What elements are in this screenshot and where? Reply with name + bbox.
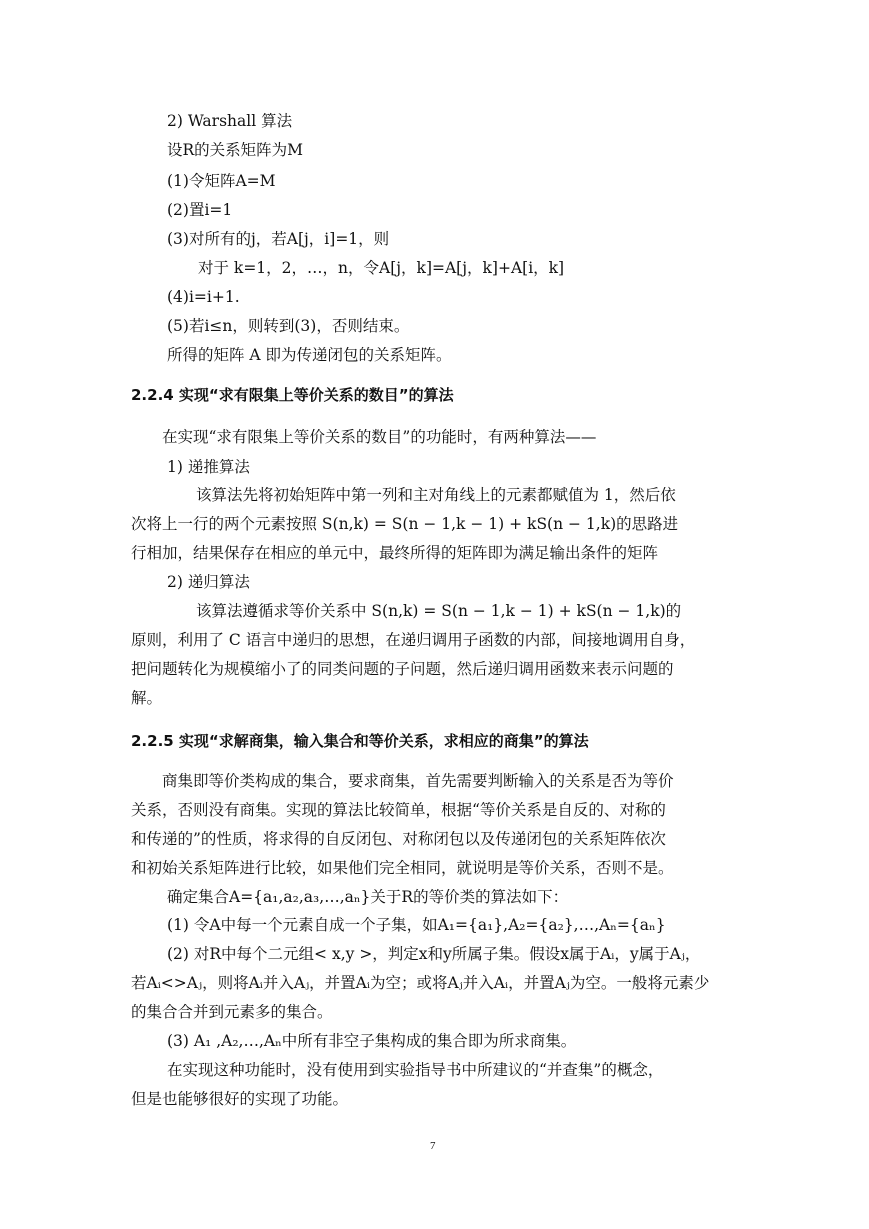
s225-step-1: (1) 令A中每一个元素自成一个子集，如A₁={a₁},A₂={a₂},…,Aₙ={aₙ} bbox=[167, 916, 666, 934]
s225-step-2-line-2: 若Aᵢ<>Aⱼ，则将Aᵢ并入Aⱼ，并置Aᵢ为空；或将Aⱼ并入Aᵢ，并置Aⱼ为空。一般将元素少 bbox=[131, 974, 710, 992]
s225-para1-line-2: 关系，否则没有商集。实现的算法比较简单，根据“等价关系是自反的、对称的 bbox=[131, 801, 666, 819]
s225-para1-line-4: 和初始关系矩阵进行比较，如果他们完全相同，就说明是等价关系，否则不是。 bbox=[131, 859, 674, 877]
s225-para3-line-1: 在实现这种功能时，没有使用到实验指导书中所建议的“并查集”的概念， bbox=[167, 1061, 664, 1079]
section-heading-2-2-4: 2.2.4 实现“求有限集上等价关系的数目”的算法 bbox=[131, 386, 454, 404]
warshall-title: 2) Warshall 算法 bbox=[167, 112, 293, 130]
s225-para3-line-2: 但是也能够很好的实现了功能。 bbox=[131, 1090, 349, 1108]
s224-algo1-line-2: 次将上一行的两个元素按照 S(n,k) = S(n − 1,k − 1) + kS(n − 1,k)的思路进 bbox=[131, 515, 679, 533]
s224-algo1-title: 1) 递推算法 bbox=[167, 458, 250, 476]
s224-algo2-line-3: 把问题转化为规模缩小了的同类问题的子问题，然后递归调用函数来表示问题的 bbox=[131, 660, 674, 678]
s225-para2: 确定集合A={a₁,a₂,a₃,…,aₙ}关于R的等价类的算法如下： bbox=[167, 888, 569, 906]
s224-intro: 在实现“求有限集上等价关系的数目”的功能时，有两种算法—— bbox=[162, 428, 597, 446]
s224-algo2-title: 2) 递归算法 bbox=[167, 573, 250, 591]
s225-step-3: (3) A₁ ,A₂,…,Aₙ中所有非空子集构成的集合即为所求商集。 bbox=[167, 1032, 577, 1050]
warshall-line-5: 对于 k=1，2，…，n，令A[j，k]=A[j，k]+A[i，k] bbox=[198, 259, 565, 277]
s224-algo2-line-2: 原则，利用了 C 语言中递归的思想，在递归调用子函数的内部，间接地调用自身， bbox=[131, 631, 696, 649]
s224-algo1-line-3: 行相加，结果保存在相应的单元中，最终所得的矩阵即为满足输出条件的矩阵 bbox=[131, 544, 659, 562]
page-number: 7 bbox=[430, 1140, 436, 1152]
section-heading-2-2-5: 2.2.5 实现“求解商集，输入集合和等价关系，求相应的商集”的算法 bbox=[131, 732, 589, 750]
s225-step-2-line-3: 的集合合并到元素多的集合。 bbox=[131, 1003, 333, 1021]
warshall-line-1: 设R的关系矩阵为M bbox=[167, 141, 304, 159]
s224-algo2-line-4: 解。 bbox=[131, 689, 163, 707]
warshall-line-7: (5)若i≤n，则转到(3)，否则结束。 bbox=[167, 317, 410, 335]
s224-algo2-line-1: 该算法遵循求等价关系中 S(n,k) = S(n − 1,k − 1) + kS(n − 1,k)的 bbox=[196, 602, 682, 620]
warshall-line-3: (2)置i=1 bbox=[167, 201, 233, 219]
warshall-line-6: (4)i=i+1. bbox=[167, 288, 240, 306]
warshall-line-2: (1)令矩阵A=M bbox=[167, 172, 276, 190]
s224-algo1-line-1: 该算法先将初始矩阵中第一列和主对角线上的元素都赋值为 1，然后依 bbox=[196, 486, 676, 504]
s225-para1-line-1: 商集即等价类构成的集合，要求商集，首先需要判断输入的关系是否为等价 bbox=[162, 772, 674, 790]
warshall-line-8: 所得的矩阵 A 即为传递闭包的关系矩阵。 bbox=[167, 346, 452, 364]
s225-para1-line-3: 和传递的”的性质，将求得的自反闭包、对称闭包以及传递闭包的关系矩阵依次 bbox=[131, 830, 666, 848]
s225-step-2-line-1: (2) 对R中每个二元组< x,y >，判定x和y所属子集。假设x属于Aᵢ，y属于Aⱼ， bbox=[167, 945, 701, 963]
warshall-line-4: (3)对所有的j，若A[j，i]=1，则 bbox=[167, 230, 390, 248]
